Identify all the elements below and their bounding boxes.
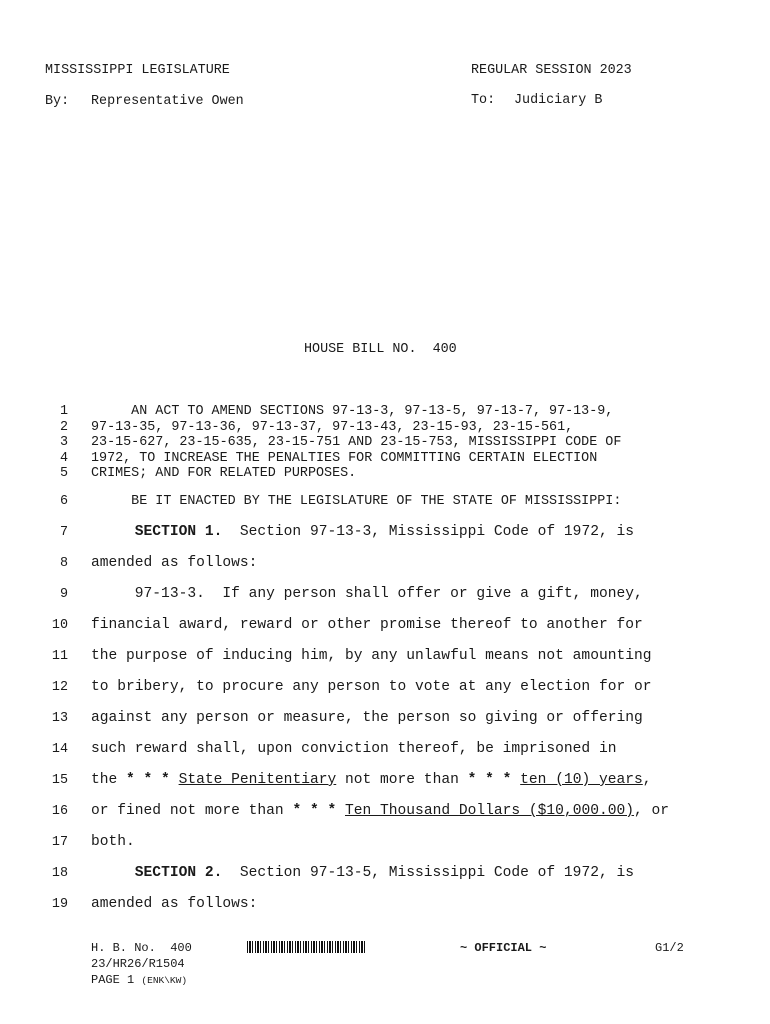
footer-doc-id: 23/HR26/R1504 (91, 957, 185, 971)
line-number: 6 (59, 494, 68, 509)
footer-initials: (ENK\KW) (141, 975, 188, 986)
line-number: 11 (51, 649, 68, 664)
section-2-heading (91, 865, 634, 881)
body-line: amended as follows: (91, 896, 258, 912)
official-label: ~ OFFICIAL ~ (460, 941, 547, 955)
indent (91, 865, 135, 881)
deletion-marker: * * * (467, 772, 512, 788)
line-number: 9 (59, 587, 68, 602)
deletion-marker: * * * (292, 803, 337, 819)
body-line: such reward shall, upon conviction thereof, be imprisoned in (91, 741, 617, 757)
text-run (511, 772, 520, 788)
text-run: or fined not more than (91, 803, 293, 819)
barcode-icon (247, 941, 367, 953)
text-run: , (642, 772, 652, 788)
committee-label: To: (471, 93, 496, 108)
section-label: SECTION 1. (134, 524, 223, 540)
title-line: 97-13-35, 97-13-36, 97-13-37, 97-13-43, 23-15-93, 23-15-561, (91, 420, 574, 435)
line-number: 12 (51, 680, 68, 695)
line-number: 18 (51, 866, 68, 881)
body-line: financial award, reward or other promise thereof to another for (91, 617, 643, 633)
line-number: 3 (59, 435, 68, 450)
text-run: the (91, 772, 127, 788)
legislature-name: MISSISSIPPI LEGISLATURE (45, 63, 230, 78)
text-run (336, 803, 345, 819)
line-number: 4 (59, 451, 68, 466)
line-number: 13 (51, 711, 68, 726)
line-number: 2 (59, 420, 68, 435)
footer-bill-number: H. B. No. 400 (91, 941, 192, 955)
sponsor-name: Representative Owen (91, 94, 244, 109)
body-line: to bribery, to procure any person to vote at any election for or (91, 679, 652, 695)
session-label: REGULAR SESSION 2023 (471, 63, 632, 78)
section-text: Section 97-13-3, Mississippi Code of 1972, is (222, 524, 634, 540)
line-number: 5 (59, 466, 68, 481)
body-line: both. (91, 834, 135, 850)
body-line: 97-13-3. If any person shall offer or give a gift, money, (91, 586, 643, 602)
enacting-clause: BE IT ENACTED BY THE LEGISLATURE OF THE STATE OF MISSISSIPPI: (91, 494, 622, 509)
line-number: 10 (51, 618, 68, 633)
text-run (170, 772, 179, 788)
section-label: SECTION 2. (134, 865, 223, 881)
line-number: 15 (51, 773, 68, 788)
page-number: PAGE 1 (91, 973, 135, 987)
bill-title: HOUSE BILL NO. 400 (304, 342, 457, 357)
body-line: amended as follows: (91, 555, 258, 571)
inserted-text: Ten Thousand Dollars ($10,000.00) (345, 803, 635, 819)
footer-page (91, 973, 187, 987)
line-number: 19 (51, 897, 68, 912)
title-line: 1972, TO INCREASE THE PENALTIES FOR COMMITTING CERTAIN ELECTION (91, 451, 598, 466)
title-line: CRIMES; AND FOR RELATED PURPOSES. (91, 466, 357, 481)
body-line-amended (91, 803, 669, 819)
deletion-marker: * * * (126, 772, 170, 788)
line-number: 14 (51, 742, 68, 757)
sponsor-label: By: (45, 94, 70, 109)
line-number: 16 (51, 804, 68, 819)
body-line-amended (91, 772, 652, 788)
title-line: 23-15-627, 23-15-635, 23-15-751 AND 23-15-753, MISSISSIPPI CODE OF (91, 435, 622, 450)
inserted-text: ten (10) years (520, 772, 643, 788)
body-line: against any person or measure, the person so giving or offering (91, 710, 643, 726)
section-1-heading (91, 524, 634, 540)
footer-code: G1/2 (655, 941, 684, 955)
committee-name: Judiciary B (514, 93, 603, 108)
text-run: not more than (336, 772, 468, 788)
line-number: 17 (51, 835, 68, 850)
line-number: 7 (59, 525, 68, 540)
indent (91, 524, 135, 540)
text-run: , or (634, 803, 670, 819)
inserted-text: State Penitentiary (178, 772, 337, 788)
section-text: Section 97-13-5, Mississippi Code of 1972, is (222, 865, 634, 881)
line-number: 1 (59, 404, 68, 419)
body-line: the purpose of inducing him, by any unlawful means not amounting (91, 648, 652, 664)
title-line: AN ACT TO AMEND SECTIONS 97-13-3, 97-13-5, 97-13-7, 97-13-9, (91, 404, 614, 419)
line-number: 8 (59, 556, 68, 571)
